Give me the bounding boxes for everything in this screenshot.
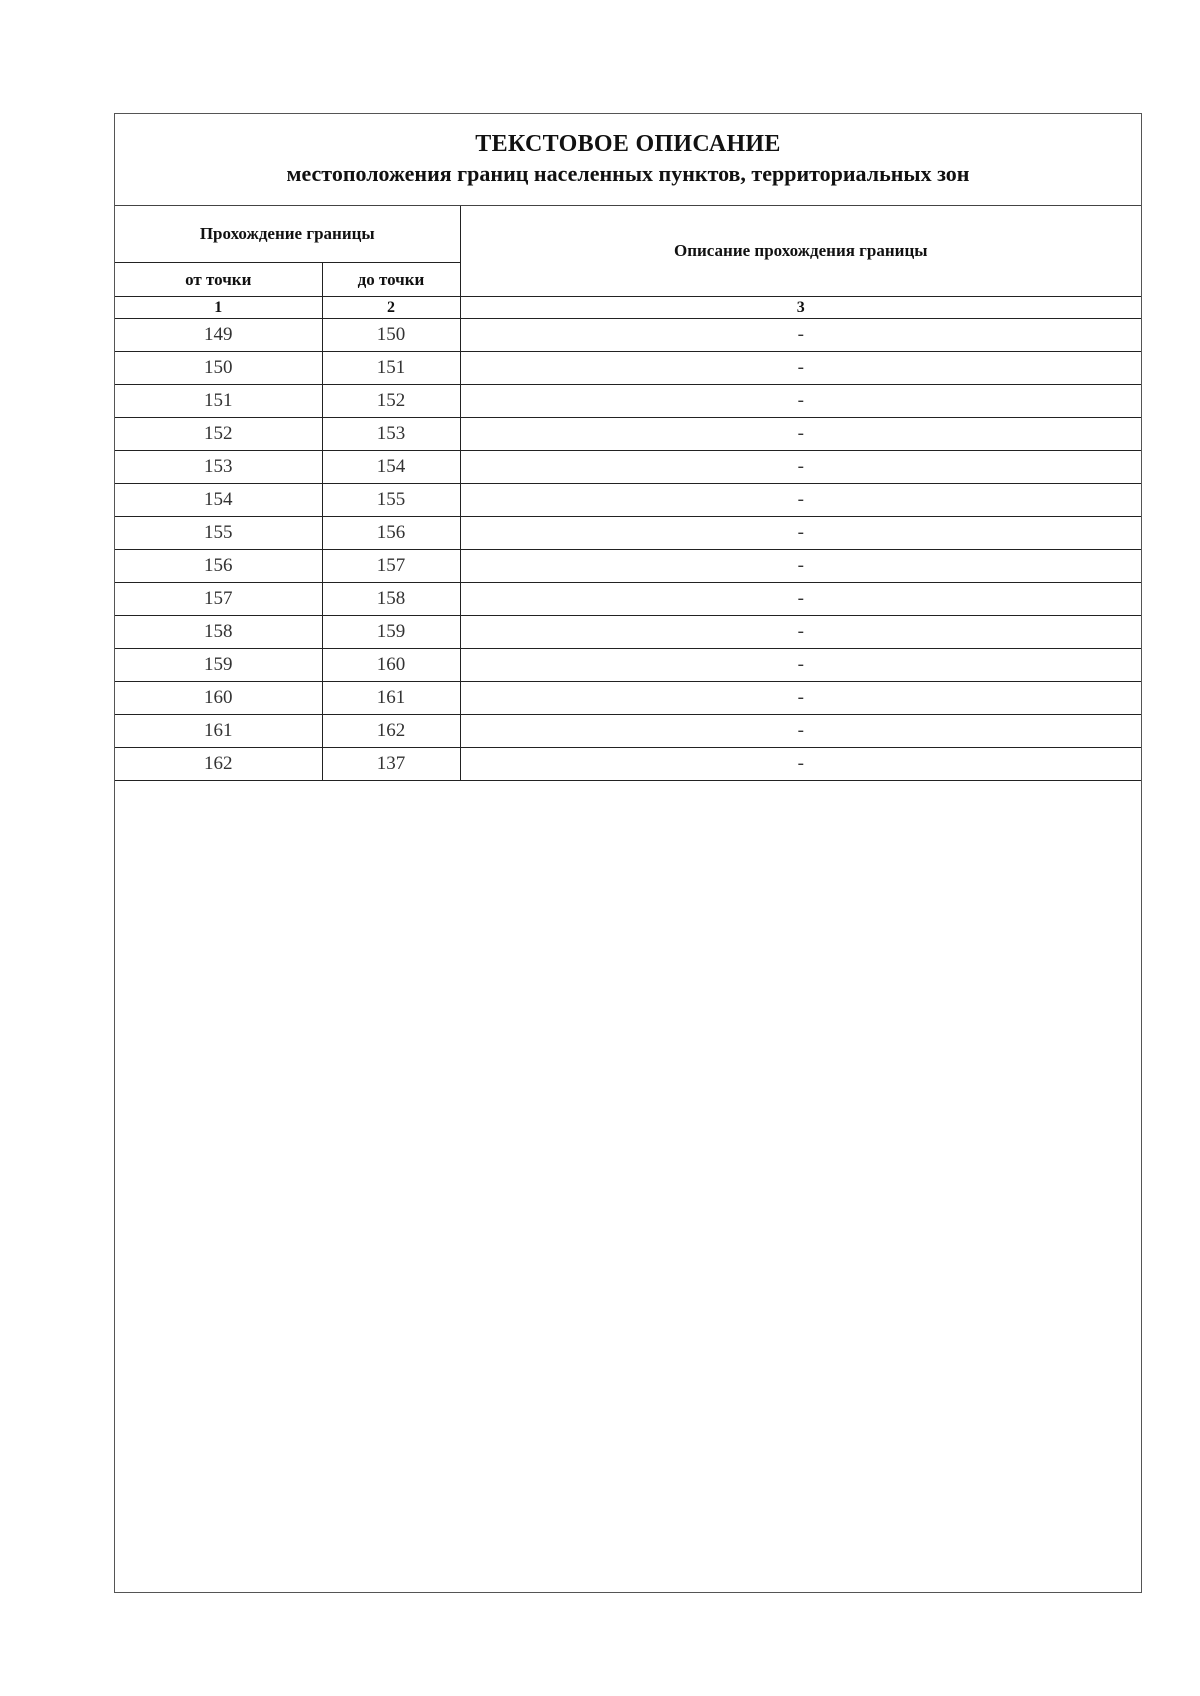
from-point-cell: 152 xyxy=(115,418,322,451)
to-point-cell: 162 xyxy=(322,715,460,748)
from-point-cell: 151 xyxy=(115,385,322,418)
description-cell: - xyxy=(460,550,1141,583)
header-to-point: до точки xyxy=(322,263,460,297)
from-point-cell: 157 xyxy=(115,583,322,616)
column-number-1: 1 xyxy=(115,297,322,319)
to-point-cell: 154 xyxy=(322,451,460,484)
to-point-cell: 155 xyxy=(322,484,460,517)
table-row xyxy=(115,715,1141,748)
to-point-cell: 160 xyxy=(322,649,460,682)
table-row xyxy=(115,583,1141,616)
table-row xyxy=(115,649,1141,682)
header-boundary-passage: Прохождение границы xyxy=(115,206,460,263)
column-number-3: 3 xyxy=(460,297,1141,319)
to-point-cell: 161 xyxy=(322,682,460,715)
from-point-cell: 158 xyxy=(115,616,322,649)
description-cell: - xyxy=(460,451,1141,484)
from-point-cell: 153 xyxy=(115,451,322,484)
description-cell: - xyxy=(460,649,1141,682)
description-cell: - xyxy=(460,352,1141,385)
from-point-cell: 159 xyxy=(115,649,322,682)
to-point-cell: 151 xyxy=(322,352,460,385)
to-point-cell: 137 xyxy=(322,748,460,781)
column-number-2: 2 xyxy=(322,297,460,319)
from-point-cell: 155 xyxy=(115,517,322,550)
from-point-cell: 150 xyxy=(115,352,322,385)
to-point-cell: 152 xyxy=(322,385,460,418)
from-point-cell: 154 xyxy=(115,484,322,517)
document-frame xyxy=(114,113,1142,1593)
table-row xyxy=(115,418,1141,451)
header-from-point: от точки xyxy=(115,263,322,297)
table-row xyxy=(115,484,1141,517)
to-point-cell: 159 xyxy=(322,616,460,649)
table-row xyxy=(115,451,1141,484)
description-cell: - xyxy=(460,583,1141,616)
to-point-cell: 150 xyxy=(322,319,460,352)
table-row xyxy=(115,319,1141,352)
description-cell: - xyxy=(460,484,1141,517)
table-row xyxy=(115,517,1141,550)
to-point-cell: 157 xyxy=(322,550,460,583)
to-point-cell: 156 xyxy=(322,517,460,550)
from-point-cell: 149 xyxy=(115,319,322,352)
table-row xyxy=(115,550,1141,583)
document-title: ТЕКСТОВОЕ ОПИСАНИЕ xyxy=(475,131,781,157)
table-row xyxy=(115,352,1141,385)
description-cell: - xyxy=(460,418,1141,451)
description-cell: - xyxy=(460,517,1141,550)
table-row xyxy=(115,748,1141,781)
description-cell: - xyxy=(460,715,1141,748)
table-row xyxy=(115,616,1141,649)
title-block xyxy=(115,114,1141,206)
from-point-cell: 162 xyxy=(115,748,322,781)
boundary-table xyxy=(115,206,1141,781)
description-cell: - xyxy=(460,385,1141,418)
table-row xyxy=(115,682,1141,715)
header-boundary-description: Описание прохождения границы xyxy=(460,206,1141,297)
to-point-cell: 153 xyxy=(322,418,460,451)
from-point-cell: 156 xyxy=(115,550,322,583)
table-row xyxy=(115,385,1141,418)
description-cell: - xyxy=(460,748,1141,781)
description-cell: - xyxy=(460,682,1141,715)
description-cell: - xyxy=(460,616,1141,649)
document-subtitle: местоположения границ населенных пунктов, территориальных зон xyxy=(286,161,970,186)
from-point-cell: 160 xyxy=(115,682,322,715)
from-point-cell: 161 xyxy=(115,715,322,748)
description-cell: - xyxy=(460,319,1141,352)
to-point-cell: 158 xyxy=(322,583,460,616)
